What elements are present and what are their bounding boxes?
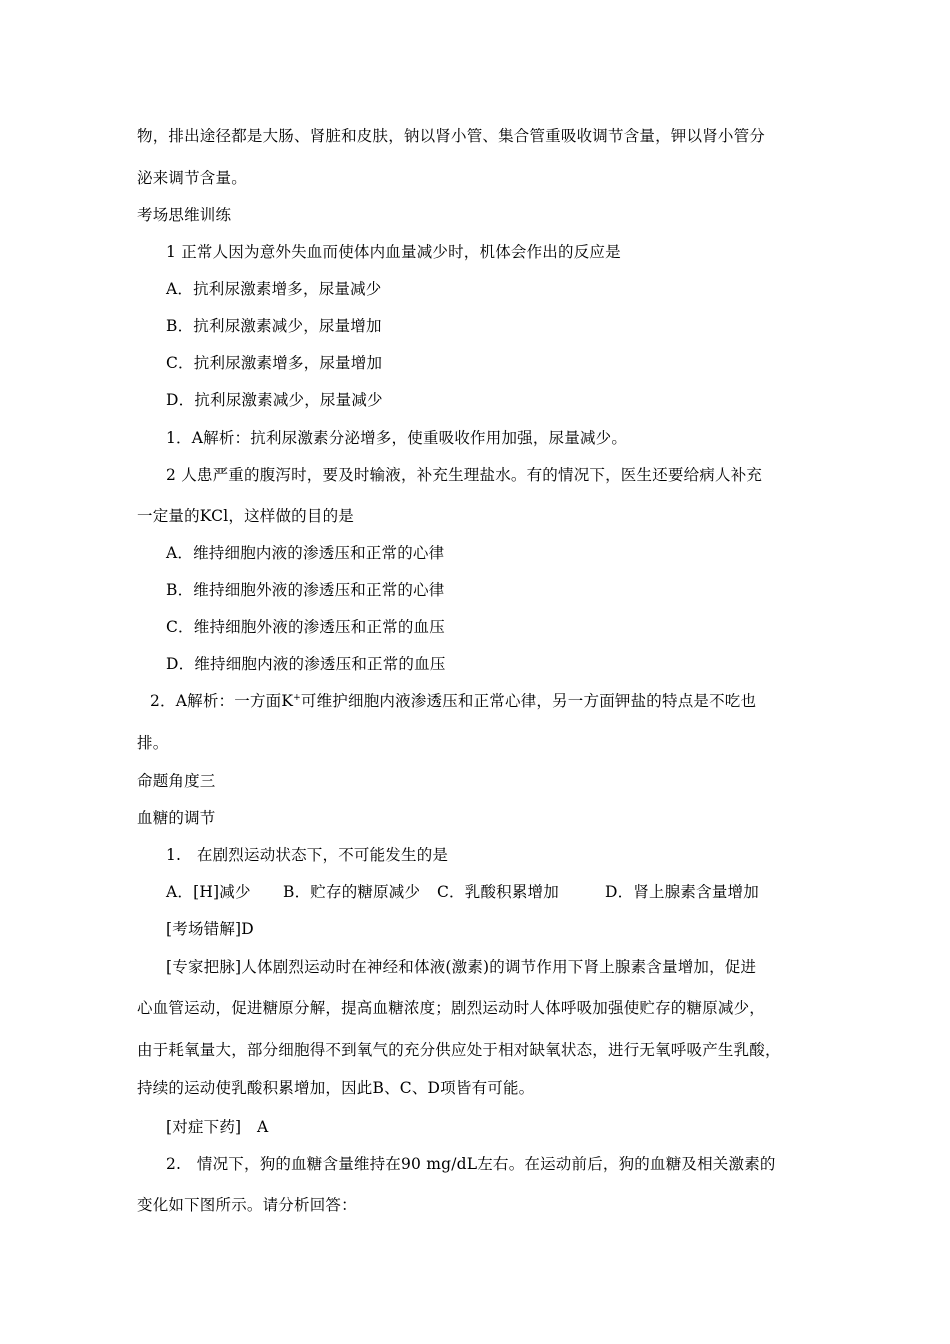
question-2-stem-line-1: 2 人患严重的腹泻时，要及时输液，补充生理盐水。有的情况下，医生还要给病人补充 xyxy=(166,466,763,484)
topic-heading: 血糖的调节 xyxy=(137,809,216,827)
answer-text-post: 可维护细胞内液渗透压和正常心律，另一方面钾盐的特点是不吃也 xyxy=(300,692,757,710)
error-label: [考场错解]D xyxy=(166,920,254,938)
question-3-stem: 1. 在剧烈运动状态下，不可能发生的是 xyxy=(166,846,449,864)
remedy-answer: [对症下药] A xyxy=(166,1118,269,1136)
question-3-option-a: A．[H]减少 xyxy=(166,883,251,901)
question-1-stem: 1 正常人因为意外失血而使体内血量减少时，机体会作出的反应是 xyxy=(166,243,621,261)
expert-analysis-line-1: [专家把脉]人体剧烈运动时在神经和体液(激素)的调节作用下肾上腺素含量增加，促进 xyxy=(166,958,757,976)
intro-line-1: 物，排出途径都是大肠、肾脏和皮肤，钠以肾小管、集合管重吸收调节含量，钾以肾小管分 xyxy=(137,127,766,145)
potassium-charge: + xyxy=(293,692,301,703)
question-3-option-b: B．贮存的糖原减少 xyxy=(283,883,421,901)
expert-analysis-line-3: 由于耗氧量大，部分细胞得不到氧气的充分供应处于相对缺氧状态，进行无氧呼吸产生乳酸， xyxy=(137,1041,781,1059)
question-2-option-a: A．维持细胞内液的渗透压和正常的心律 xyxy=(166,544,445,562)
question-2-option-d: D．维持细胞内液的渗透压和正常的血压 xyxy=(166,655,446,673)
intro-line-2: 泌来调节含量。 xyxy=(137,169,247,187)
question-3-option-d: D．肾上腺素含量增加 xyxy=(605,883,759,901)
question-2-stem-line-2: 一定量的KCl，这样做的目的是 xyxy=(137,507,354,525)
question-1-option-d: D．抗利尿激素减少，尿量减少 xyxy=(166,391,383,409)
section-heading: 考场思维训练 xyxy=(137,206,232,224)
question-3-option-c: C．乳酸积累增加 xyxy=(437,883,559,901)
expert-analysis-line-2: 心血管运动，促进糖原分解，提高血糖浓度；剧烈运动时人体呼吸加强使贮存的糖原减少， xyxy=(137,999,766,1017)
question-2-answer-line-2: 排。 xyxy=(137,734,169,752)
question-1-option-a: A．抗利尿激素增多，尿量减少 xyxy=(166,280,382,298)
angle-heading: 命题角度三 xyxy=(137,772,216,790)
question-2-option-c: C．维持细胞外液的渗透压和正常的血压 xyxy=(166,618,445,636)
question-1-answer: 1．A解析：抗利尿激素分泌增多，使重吸收作用加强，尿量减少。 xyxy=(166,429,628,447)
question-4-stem-line-2: 变化如下图所示。请分析回答： xyxy=(137,1196,357,1214)
question-1-option-b: B．抗利尿激素减少，尿量增加 xyxy=(166,317,382,335)
expert-analysis-line-4: 持续的运动使乳酸积累增加，因此B、C、D项皆有可能。 xyxy=(137,1079,535,1097)
question-2-answer-line-1 xyxy=(150,691,756,711)
answer-text-pre: 2．A解析：一方面K xyxy=(150,692,294,710)
question-4-stem-line-1: 2. 情况下，狗的血糖含量维持在90 mg/dL左右。在运动前后，狗的血糖及相关激素的 xyxy=(166,1155,776,1173)
question-3-options xyxy=(166,882,759,902)
question-2-option-b: B．维持细胞外液的渗透压和正常的心律 xyxy=(166,581,445,599)
question-1-option-c: C．抗利尿激素增多，尿量增加 xyxy=(166,354,383,372)
